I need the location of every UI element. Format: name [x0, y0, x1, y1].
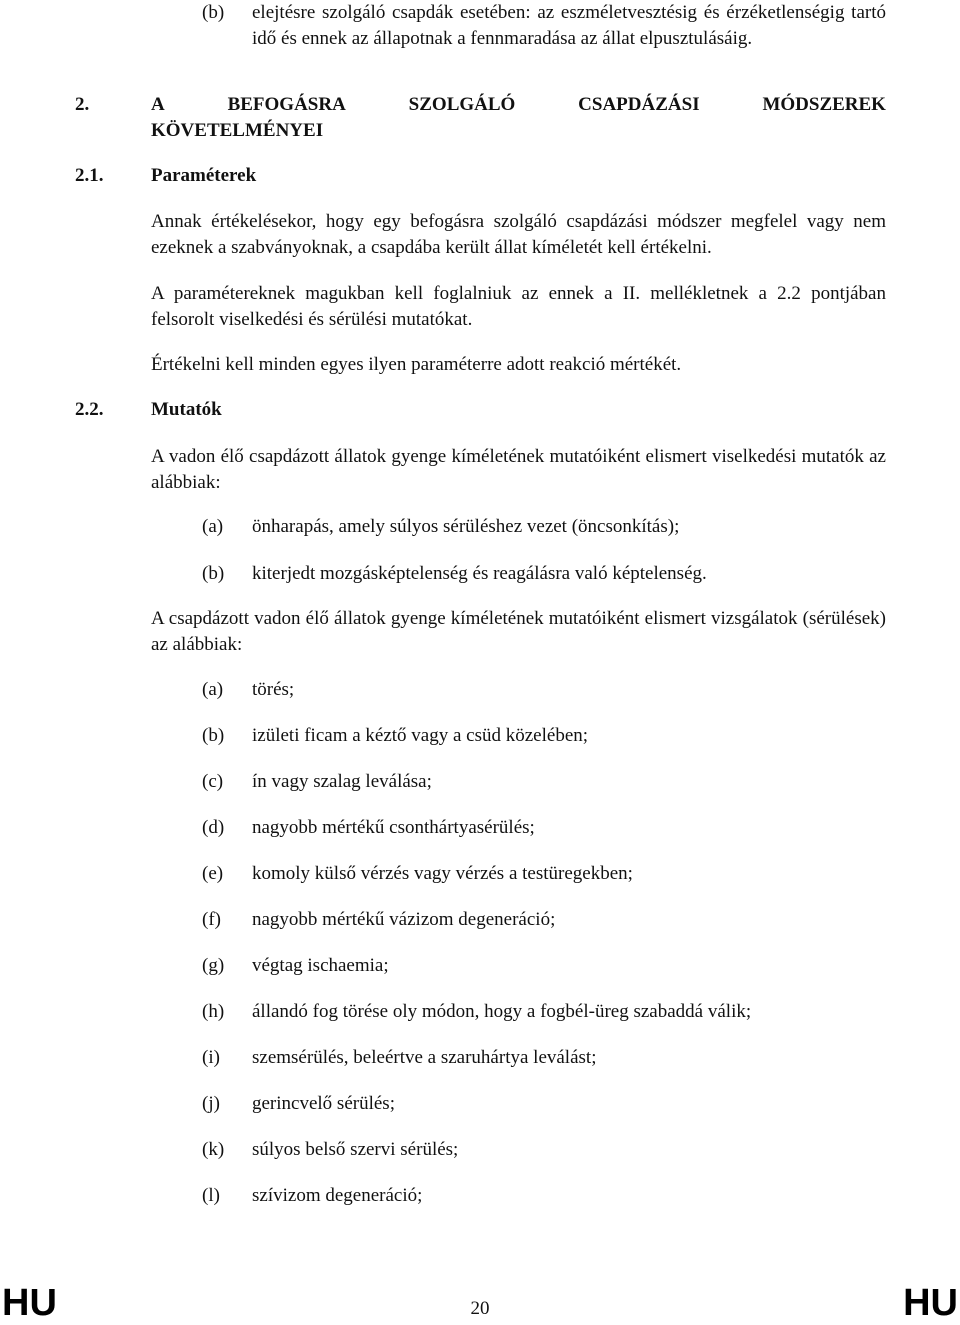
- list-item-label: (j): [202, 1093, 220, 1114]
- section-2-1-number: 2.1.: [75, 165, 104, 186]
- section-2-1-title: Paraméterek: [151, 165, 257, 186]
- list-item-text: szívizom degeneráció;: [252, 1185, 423, 1206]
- list-item-label: (l): [202, 1185, 220, 1206]
- list-item-text: állandó fog törése oly módon, hogy a fogbél-üreg szabaddá válik;: [252, 1001, 752, 1022]
- section-2-title-word: SZOLGÁLÓ: [408, 94, 516, 115]
- list-item-label: (e): [202, 863, 224, 884]
- list-item-label: (i): [202, 1047, 220, 1068]
- section-2-title-word: CSAPDÁZÁSI: [578, 94, 700, 115]
- section-2-title-word: MÓDSZEREK: [762, 94, 886, 115]
- behaviour-intro: A vadon élő csapdázott állatok gyenge kíméletének mutatóiként elismert viselkedési mutatók az alábbiak:: [151, 446, 886, 493]
- list-item-label: (b): [202, 563, 225, 584]
- list-item-text: törés;: [252, 679, 295, 700]
- list-item-text: gerincvelő sérülés;: [252, 1093, 395, 1114]
- list-item-text: komoly külső vérzés vagy vérzés a testüregekben;: [252, 863, 633, 884]
- list-item-text: végtag ischaemia;: [252, 955, 389, 976]
- list-item-text: ín vagy szalag leválása;: [252, 771, 432, 792]
- page-number: 20: [470, 1298, 490, 1319]
- section-2-2-title: Mutatók: [151, 399, 222, 420]
- section-2-title: [151, 92, 886, 144]
- list-item-text: nagyobb mértékű csonthártyasérülés;: [252, 817, 535, 838]
- footer-language-code-right: HU: [903, 1282, 958, 1324]
- list-item-text: nagyobb mértékű vázizom degeneráció;: [252, 909, 556, 930]
- list-item-label: (k): [202, 1139, 225, 1160]
- footer-language-code-left: HU: [2, 1282, 57, 1324]
- section-2-title-line1: [151, 92, 886, 118]
- section-2-title-word: A: [151, 94, 165, 115]
- list-item-label: (a): [202, 516, 224, 537]
- list-item-label: (h): [202, 1001, 225, 1022]
- list-item-label: (g): [202, 955, 225, 976]
- list-item-label: (f): [202, 909, 221, 930]
- section-2-1-paragraph-1: Annak értékelésekor, hogy egy befogásra szolgáló csapdázási módszer megfelel vagy nem ezeknek a szabványoknak, a csapdába került állat kíméletét kell értékelni.: [151, 211, 886, 258]
- list-item-text: kiterjedt mozgásképtelenség és reagálásra való képtelenség.: [252, 563, 707, 584]
- section-2-number: 2.: [75, 94, 90, 115]
- list-item-label: (b): [202, 725, 225, 746]
- list-item-label: (a): [202, 679, 224, 700]
- list-item-text: izületi ficam a kéztő vagy a csüd közelében;: [252, 725, 589, 746]
- list-item-text: súlyos belső szervi sérülés;: [252, 1139, 459, 1160]
- section-2-title-line2: KÖVETELMÉNYEI: [151, 120, 324, 141]
- section-2-1-paragraph-2: A paramétereknek magukban kell foglalniuk az ennek a II. mellékletnek a 2.2 pontjában felsorolt viselkedési és sérülési mutatókat.: [151, 283, 886, 330]
- section-2-title-word: BEFOGÁSRA: [227, 94, 346, 115]
- injury-intro: A csapdázott vadon élő állatok gyenge kíméletének mutatóiként elismert vizsgálatok (sérülések) az alábbiak:: [151, 608, 886, 655]
- continued-item-text: elejtésre szolgáló csapdák esetében: az eszméletvesztésig és érzéketlenségig tartó idő és ennek az állapotnak a fennmaradása az állat elpusztulásáig.: [252, 2, 886, 49]
- section-2-2-number: 2.2.: [75, 399, 104, 420]
- section-2-1-paragraph-3: Értékelni kell minden egyes ilyen paraméterre adott reakció mértékét.: [151, 354, 682, 375]
- list-item-text: szemsérülés, beleértve a szaruhártya leválást;: [252, 1047, 597, 1068]
- list-item-text: önharapás, amely súlyos sérüléshez vezet (öncsonkítás);: [252, 516, 680, 537]
- list-item-label: (d): [202, 817, 225, 838]
- list-item-label: (c): [202, 771, 224, 792]
- continued-item-label: (b): [202, 2, 225, 23]
